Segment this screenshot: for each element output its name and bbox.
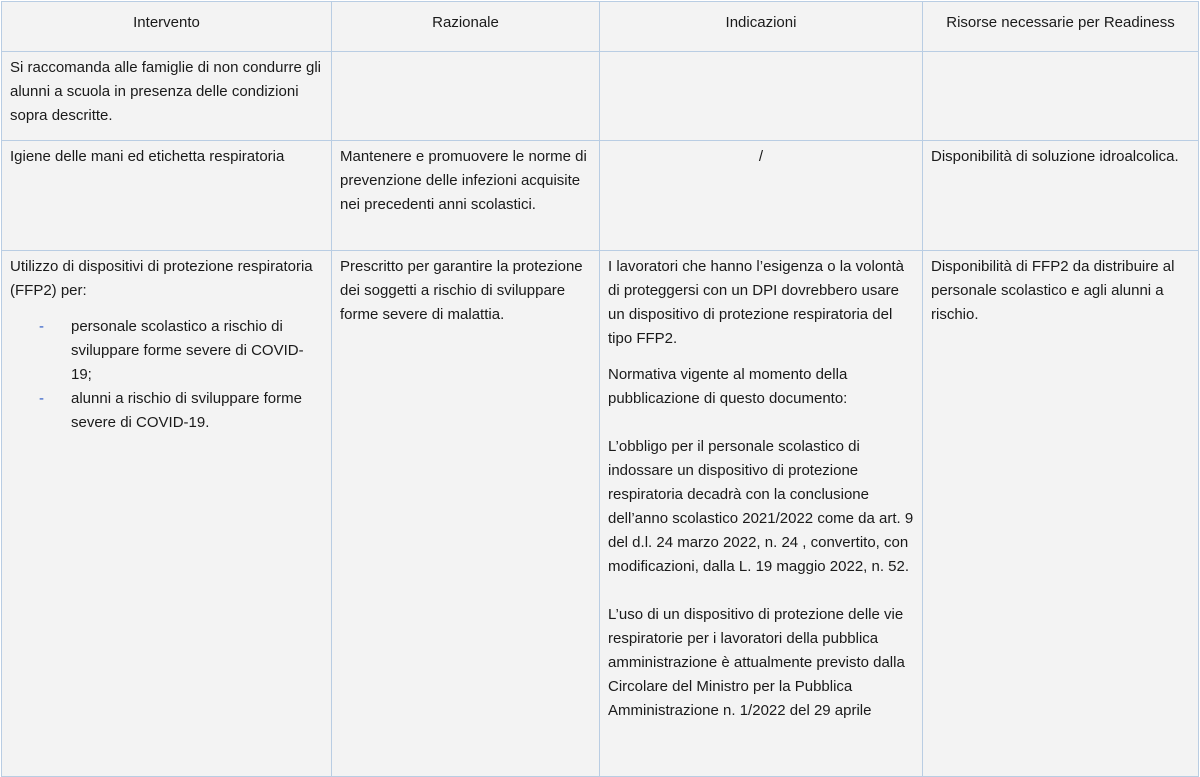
header-indicazioni: Indicazioni — [600, 2, 923, 52]
indicazioni-paragraph: I lavoratori che hanno l’esigenza o la volontà di proteggersi con un DPI dovrebbero usare un dispositivo di protezione respiratoria del tipo FFP2. — [608, 258, 905, 347]
cell-text: Mantenere e promuovere le norme di prevenzione delle infezioni acquisite nei precedenti anni scolastici. — [340, 148, 587, 213]
list-item — [10, 387, 323, 435]
cell-intervento — [2, 251, 332, 777]
list-item-text: alunni a rischio di sviluppare forme severe di COVID-19. — [71, 390, 302, 431]
cell-intervento — [2, 52, 332, 141]
cell-indicazioni — [600, 141, 923, 251]
cell-razionale — [332, 141, 600, 251]
table-header-row — [2, 2, 1199, 52]
guidelines-table — [1, 1, 1199, 777]
list-item — [10, 315, 323, 387]
cell-text — [600, 52, 922, 56]
cell-intervento — [2, 141, 332, 251]
indicazioni-paragraph: L’uso di un dispositivo di protezione delle vie respiratorie per i lavoratori della pubblica amministrazione è attualmente previsto dalla Circolare del Ministro per la Pubblica Amministrazione n. 1/2022 del 29 aprile — [608, 606, 905, 719]
cell-text: Igiene delle mani ed etichetta respiratoria — [10, 148, 285, 165]
list-item-text: personale scolastico a rischio di sviluppare forme severe di COVID-19; — [71, 318, 304, 383]
table-row — [2, 52, 1199, 141]
table-row — [2, 141, 1199, 251]
cell-razionale — [332, 251, 600, 777]
intervento-intro: Utilizzo di dispositivi di protezione respiratoria (FFP2) per: — [10, 258, 313, 299]
cell-risorse — [923, 251, 1199, 777]
cell-text: Prescritto per garantire la protezione dei soggetti a rischio di sviluppare forme severe di malattia. — [340, 258, 583, 323]
cell-text: Si raccomanda alle famiglie di non condurre gli alunni a scuola in presenza delle condizioni sopra descritte. — [10, 59, 322, 124]
cell-text: Disponibilità di FFP2 da distribuire al personale scolastico e agli alunni a rischio. — [931, 258, 1175, 323]
indicazioni-paragraph: L’obbligo per il personale scolastico di indossare un dispositivo di protezione respiratoria decadrà con la conclusione dell’anno scolastico 2021/2022 come da art. 9 del d.l. 24 marzo 2022, n. 24 , convertito, con modificazioni, dalla L. 19 maggio 2022, n. 52. — [608, 438, 914, 575]
risk-groups-list — [10, 315, 323, 435]
cell-razionale — [332, 52, 600, 141]
cell-indicazioni — [600, 52, 923, 141]
cell-text: Disponibilità di soluzione idroalcolica. — [931, 148, 1179, 165]
header-razionale: Razionale — [332, 2, 600, 52]
list-marker: - — [39, 318, 44, 335]
header-intervento: Intervento — [2, 2, 332, 52]
cell-indicazioni — [600, 251, 923, 777]
cell-risorse — [923, 52, 1199, 141]
cell-risorse — [923, 141, 1199, 251]
list-marker: - — [39, 390, 44, 407]
cell-text — [923, 52, 1198, 56]
cell-text — [332, 52, 599, 56]
header-risorse: Risorse necessarie per Readiness — [923, 2, 1199, 52]
table-row — [2, 251, 1199, 777]
cell-text: / — [758, 148, 764, 165]
indicazioni-paragraph: Normativa vigente al momento della pubblicazione di questo documento: — [608, 366, 848, 407]
